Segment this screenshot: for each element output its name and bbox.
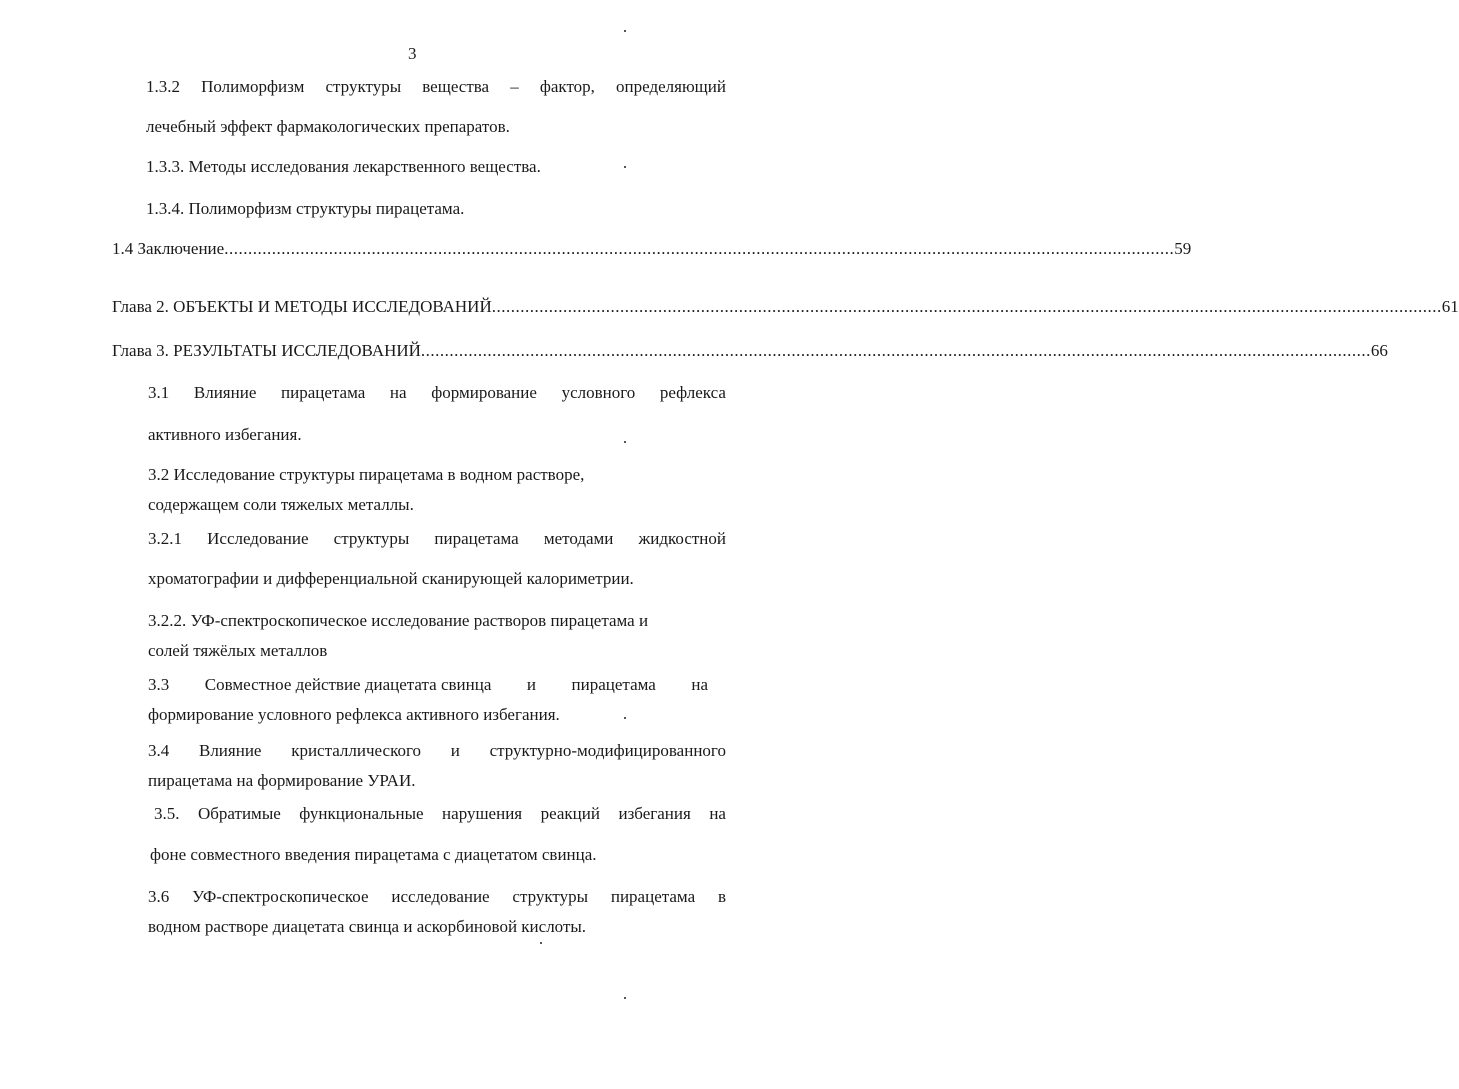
word: на xyxy=(389,383,407,402)
word: 1.3.2 xyxy=(146,77,180,96)
word: нарушения xyxy=(442,804,523,823)
toc-entry-chapter-2 xyxy=(112,296,1459,318)
word: 3.3 xyxy=(148,675,170,694)
word: пирацетама xyxy=(571,675,656,694)
word: Полиморфизм xyxy=(201,77,305,96)
word: и xyxy=(450,741,460,760)
word: и xyxy=(526,675,537,694)
toc-entry-3-3-line-1 xyxy=(148,674,708,696)
toc-entry-page: 59 xyxy=(1174,239,1192,258)
word: структуры xyxy=(512,887,589,906)
word: на xyxy=(691,675,708,694)
toc-leader-dots: ........................................................................................................................................................................................................ xyxy=(491,297,1442,316)
word: фактор, xyxy=(539,77,595,96)
word: рефлекса xyxy=(659,383,726,402)
word: Влияние xyxy=(193,383,257,402)
toc-entry-title: Глава 3. РЕЗУЛЬТАТЫ ИССЛЕДОВАНИЙ xyxy=(112,341,421,360)
toc-entry-title: 1.4 Заключение xyxy=(112,239,225,258)
toc-entry-1-3-4: 1.3.4. Полиморфизм структуры пирацетама. xyxy=(146,199,465,218)
word: формирование xyxy=(431,383,537,402)
toc-entry-1-3-3: 1.3.3. Методы исследования лекарственного вещества. xyxy=(146,157,541,176)
word: пирацетама xyxy=(434,529,519,548)
toc-entry-3-1-line-2: активного избегания. xyxy=(148,425,302,444)
toc-entry-3-5-line-1 xyxy=(154,803,726,825)
toc-entry-3-6-line-1 xyxy=(148,886,726,908)
toc-leader-dots: ........................................................................................................................................................................................................ xyxy=(224,239,1175,258)
word: жидкостной xyxy=(638,529,726,548)
scan-speck xyxy=(624,441,626,443)
scan-speck xyxy=(624,997,626,999)
scan-speck xyxy=(624,166,626,168)
toc-entry-3-2-1-line-2: хроматографии и дифференциальной сканирующей калориметрии. xyxy=(148,569,634,588)
toc-entry-page: 66 xyxy=(1370,341,1388,360)
word: Исследование xyxy=(207,529,309,548)
word: Совместное действие диацетата свинца xyxy=(204,675,492,694)
word: структуры xyxy=(325,77,402,96)
toc-entry-1-3-2-line-1 xyxy=(146,76,726,98)
toc-entry-3-4-line-1 xyxy=(148,740,726,762)
scan-speck xyxy=(540,942,542,944)
word: функциональные xyxy=(299,804,424,823)
word: реакций xyxy=(540,804,600,823)
word: пирацетама xyxy=(610,887,696,906)
word: – xyxy=(510,77,519,96)
toc-entry-1-4 xyxy=(112,238,1192,260)
word: структуры xyxy=(333,529,410,548)
toc-entry-title: Глава 2. ОБЪЕКТЫ И МЕТОДЫ ИССЛЕДОВАНИЙ xyxy=(112,297,492,316)
word: избегания xyxy=(618,804,691,823)
toc-leader-dots: ........................................................................................................................................................................................................ xyxy=(420,341,1371,360)
word: Обратимые xyxy=(198,804,281,823)
word: методами xyxy=(543,529,614,548)
toc-entry-3-2-2-line-2: солей тяжёлых металлов xyxy=(148,641,328,660)
page-number: 3 xyxy=(408,44,417,63)
toc-entry-3-2-1-line-1 xyxy=(148,528,726,550)
toc-entry-page: 61 xyxy=(1441,297,1459,316)
word: пирацетама xyxy=(281,383,366,402)
word: 3.6 xyxy=(148,887,170,906)
toc-entry-3-2-2-line-1: 3.2.2. УФ-спектроскопическое исследование растворов пирацетама и xyxy=(148,611,649,630)
word: 3.2.1 xyxy=(148,529,182,548)
word: определяющий xyxy=(616,77,726,96)
word: условного xyxy=(561,383,636,402)
toc-entry-chapter-3 xyxy=(112,340,1388,362)
toc-entry-3-5-line-2: фоне совместного введения пирацетама с диацетатом свинца. xyxy=(150,845,597,864)
toc-entry-3-4-line-2: пирацетама на формирование УРАИ. xyxy=(148,771,416,790)
word: кристаллического xyxy=(291,741,422,760)
word: структурно-модифицированного xyxy=(489,741,726,760)
toc-entry-3-3-line-2: формирование условного рефлекса активного избегания. xyxy=(148,705,560,724)
word: в xyxy=(717,887,726,906)
word: 3.5. xyxy=(154,804,180,823)
toc-entry-3-6-line-2: водном растворе диацетата свинца и аскорбиновой кислоты. xyxy=(148,917,587,936)
word: УФ-спектроскопическое xyxy=(192,887,369,906)
word: 3.4 xyxy=(148,741,170,760)
toc-entry-1-3-2-line-2: лечебный эффект фармакологических препаратов. xyxy=(146,117,510,136)
word: Влияние xyxy=(198,741,262,760)
word: вещества xyxy=(422,77,490,96)
word: исследование xyxy=(391,887,490,906)
word: на xyxy=(709,804,726,823)
toc-entry-3-1-line-1 xyxy=(148,382,726,404)
scan-speck xyxy=(624,30,626,32)
toc-entry-3-2-line-1: 3.2 Исследование структуры пирацетама в водном растворе, xyxy=(148,465,585,484)
word: 3.1 xyxy=(148,383,170,402)
scan-speck xyxy=(624,717,626,719)
toc-entry-3-2-line-2: содержащем соли тяжелых металлы. xyxy=(148,495,414,514)
